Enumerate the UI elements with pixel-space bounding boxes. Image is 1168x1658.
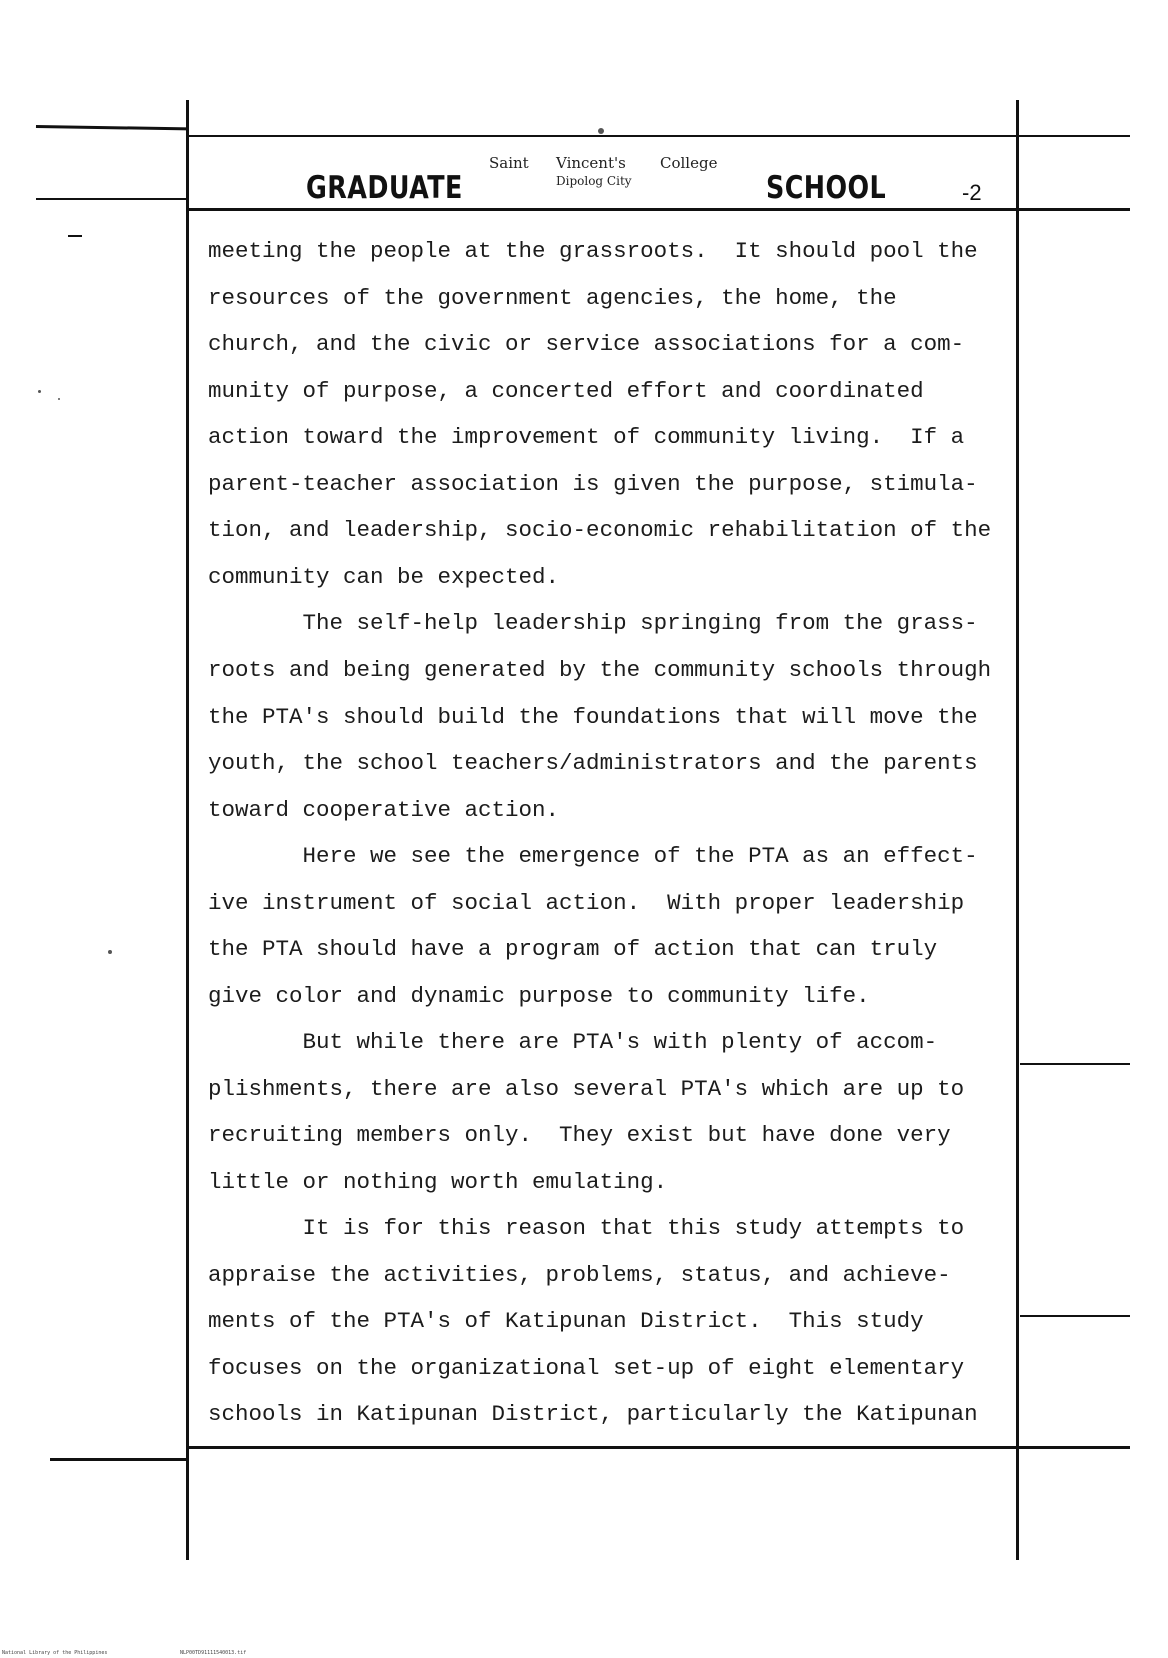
body-line: ive instrument of social action. With proper leadership	[208, 890, 965, 916]
body-line: give color and dynamic purpose to community life.	[208, 983, 870, 1009]
body-line: youth, the school teachers/administrators and the parents	[208, 750, 978, 776]
body-line: focuses on the organizational set-up of eight elementary	[208, 1355, 965, 1381]
footer-library: National Library of the Philippines	[2, 1650, 108, 1656]
body-line: meeting the people at the grassroots. It should pool the	[208, 238, 978, 264]
college-saint: Saint	[489, 154, 529, 172]
body-line: Here we see the emergence of the PTA as an effect-	[208, 843, 978, 869]
body-line: little or nothing worth emulating.	[208, 1169, 668, 1195]
scan-speck	[598, 128, 604, 134]
margin-tick-header	[36, 198, 188, 200]
body-line: munity of purpose, a concerted effort and coordinated	[208, 378, 924, 404]
margin-tick-footer	[50, 1458, 188, 1461]
right-margin-rule-1	[1020, 1063, 1130, 1065]
scan-speck	[38, 390, 41, 393]
body-line: toward cooperative action.	[208, 797, 560, 823]
body-line: the PTA's should build the foundations that will move the	[208, 704, 978, 730]
college-word: College	[660, 154, 718, 172]
body-line: community can be expected.	[208, 564, 560, 590]
body-line: action toward the improvement of community living. If a	[208, 424, 965, 450]
header-bottom-rule	[188, 208, 1130, 211]
header-school: SCHOOL	[766, 170, 887, 206]
body-line: plishments, there are also several PTA's which are up to	[208, 1076, 965, 1102]
footer-file-id: NLP00TD91111540013.tif	[180, 1650, 247, 1656]
margin-dash-left	[68, 235, 82, 237]
body-line: ments of the PTA's of Katipunan District. This study	[208, 1308, 924, 1334]
body-line: recruiting members only. They exist but have done very	[208, 1122, 951, 1148]
right-frame-line	[1016, 100, 1019, 1560]
body-line: But while there are PTA's with plenty of accom-	[208, 1029, 938, 1055]
body-line: church, and the civic or service associations for a com-	[208, 331, 965, 357]
body-line: roots and being generated by the community schools through	[208, 657, 992, 683]
college-city: Dipolog City	[556, 174, 632, 188]
body-line: parent-teacher association is given the purpose, stimula-	[208, 471, 978, 497]
header-top-rule	[188, 135, 1130, 137]
right-margin-rule-2	[1020, 1315, 1130, 1317]
body-line: appraise the activities, problems, status, and achieve-	[208, 1262, 951, 1288]
body-line: resources of the government agencies, the home, the	[208, 285, 897, 311]
margin-tick-top	[36, 125, 188, 130]
footer-rule	[188, 1446, 1130, 1449]
body-line: It is for this reason that this study attempts to	[208, 1215, 965, 1241]
body-line: The self-help leadership springing from the grass-	[208, 610, 978, 636]
body-line: the PTA should have a program of action that can truly	[208, 936, 938, 962]
scan-speck	[108, 950, 112, 954]
college-vincents: Vincent's	[556, 154, 626, 172]
body-line: schools in Katipunan District, particularly the Katipunan	[208, 1401, 978, 1427]
page-number: -2	[962, 180, 982, 205]
left-frame-line	[186, 100, 189, 1560]
body-line: tion, and leadership, socio-economic rehabilitation of the	[208, 517, 992, 543]
scan-speck	[58, 398, 60, 400]
header-graduate: GRADUATE	[306, 170, 463, 206]
